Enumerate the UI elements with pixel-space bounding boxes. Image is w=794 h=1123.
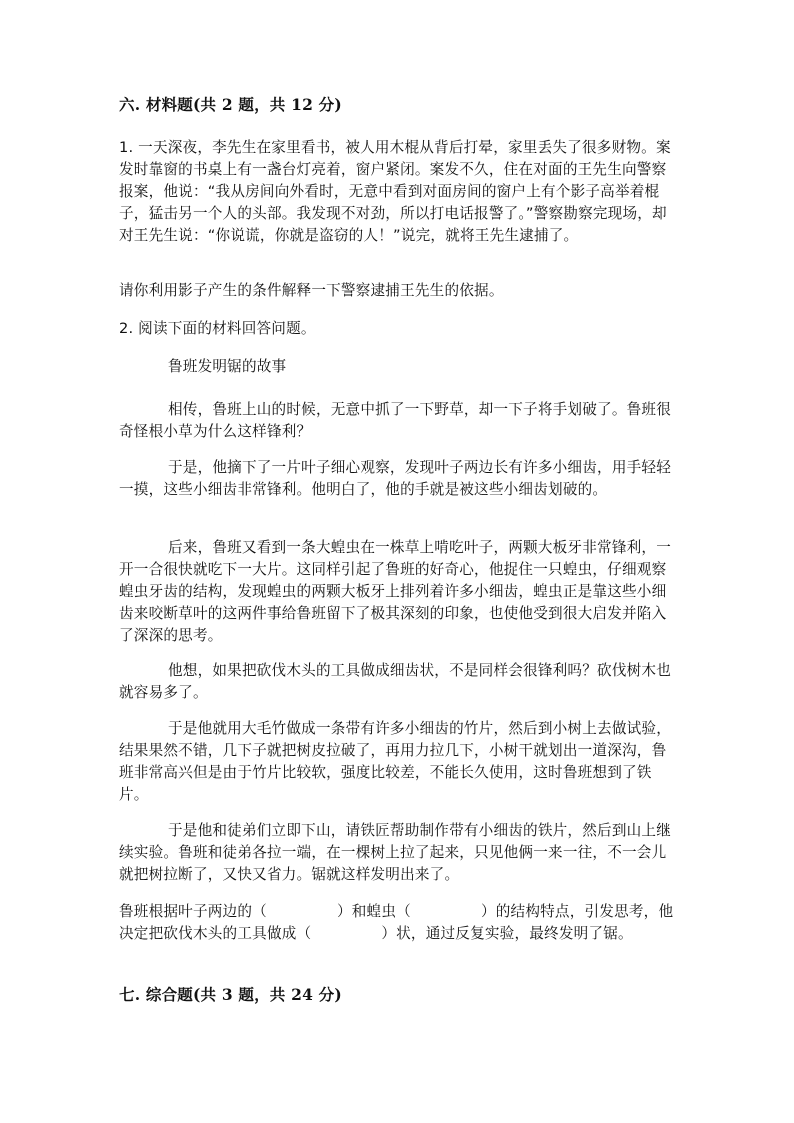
story-paragraph: 后来，鲁班又看到一条大蝗虫在一株草上啃吃叶子，两颗大板牙非常锋利，一开一合很快就吃下一大片。这同样引起了鲁班的好奇心，他捉住一只蝗虫，仔细观察蝗虫牙齿的结构，发现蝗虫的两颗大板牙上排列着许多小细齿，蝗虫正是靠这些小细齿来咬断草叶的这两件事给鲁班留下了极其深刻的印象，也使他受到很大启发并陷入了深深的思考。 <box>119 539 671 644</box>
story-paragraph: 于是他就用大毛竹做成一条带有许多小细齿的竹片，然后到小树上去做试验，结果果然不错，几下子就把树皮拉破了，再用力拉几下，小树干就划出一道深沟，鲁班非常高兴但是由于竹片比较软，强度比较差，不能长久使用，这时鲁班想到了铁片。 <box>119 720 671 803</box>
story-paragraph: 于是，他摘下了一片叶子细心观察，发现叶子两边长有许多小细齿，用手轻轻一摸，这些小细齿非常锋利。他明白了，他的手就是被这些小细齿划破的。 <box>119 459 671 498</box>
story-paragraph: 他想，如果把砍伐木头的工具做成细齿状，不是同样会很锋利吗？砍伐树木也就容易多了。 <box>119 662 671 701</box>
fill-text: ）状，通过反复实验，最终发明了锯。 <box>381 925 633 942</box>
fill-text: 鲁班根据叶子两边的（ <box>119 903 267 920</box>
q2-intro: 2. 阅读下面的材料回答问题。 <box>119 320 316 337</box>
story-paragraph: 于是他和徒弟们立即下山，请铁匠帮助制作带有小细齿的铁片，然后到山上继续实验。鲁班和徒弟各拉一端，在一棵树上拉了起来，只见他俩一来一往，不一会儿就把树拉断了，又快又省力。锯就这样发明出来了。 <box>119 822 671 883</box>
fill-text: ）和蝗虫（ <box>336 903 411 920</box>
section7-title: 七. 综合题(共 3 题，共 24 分) <box>119 985 342 1004</box>
fill-in-question <box>119 901 679 945</box>
q1-paragraph: 1. 一天深夜，李先生在家里看书，被人用木棍从背后打晕，家里丢失了很多财物。案发时靠窗的书桌上有一盏台灯亮着，窗户紧闭。案发不久，住在对面的王先生向警察报案，他说：“我从房间向外看时，无意中看到对面房间的窗户上有个影子高举着棍子，猛击另一个人的头部。我发现不对劲，所以打电话报警了。”警察勘察完现场，却对王先生说：“你说谎，你就是盗窃的人！”说完，就将王先生逮捕了。 <box>119 139 671 244</box>
story-title: 鲁班发明锯的故事 <box>168 358 287 375</box>
story-paragraph: 相传，鲁班上山的时候，无意中抓了一下野草，却一下子将手划破了。鲁班很奇怪根小草为什么这样锋利？ <box>119 401 671 440</box>
q1-question: 请你利用影子产生的条件解释一下警察逮捕王先生的依据。 <box>119 282 504 299</box>
fill-text: ）的结构特点，引发思考，他决定把砍伐木头的工具做成（ <box>119 903 674 942</box>
section6-title: 六. 材料题(共 2 题，共 12 分) <box>119 95 342 114</box>
